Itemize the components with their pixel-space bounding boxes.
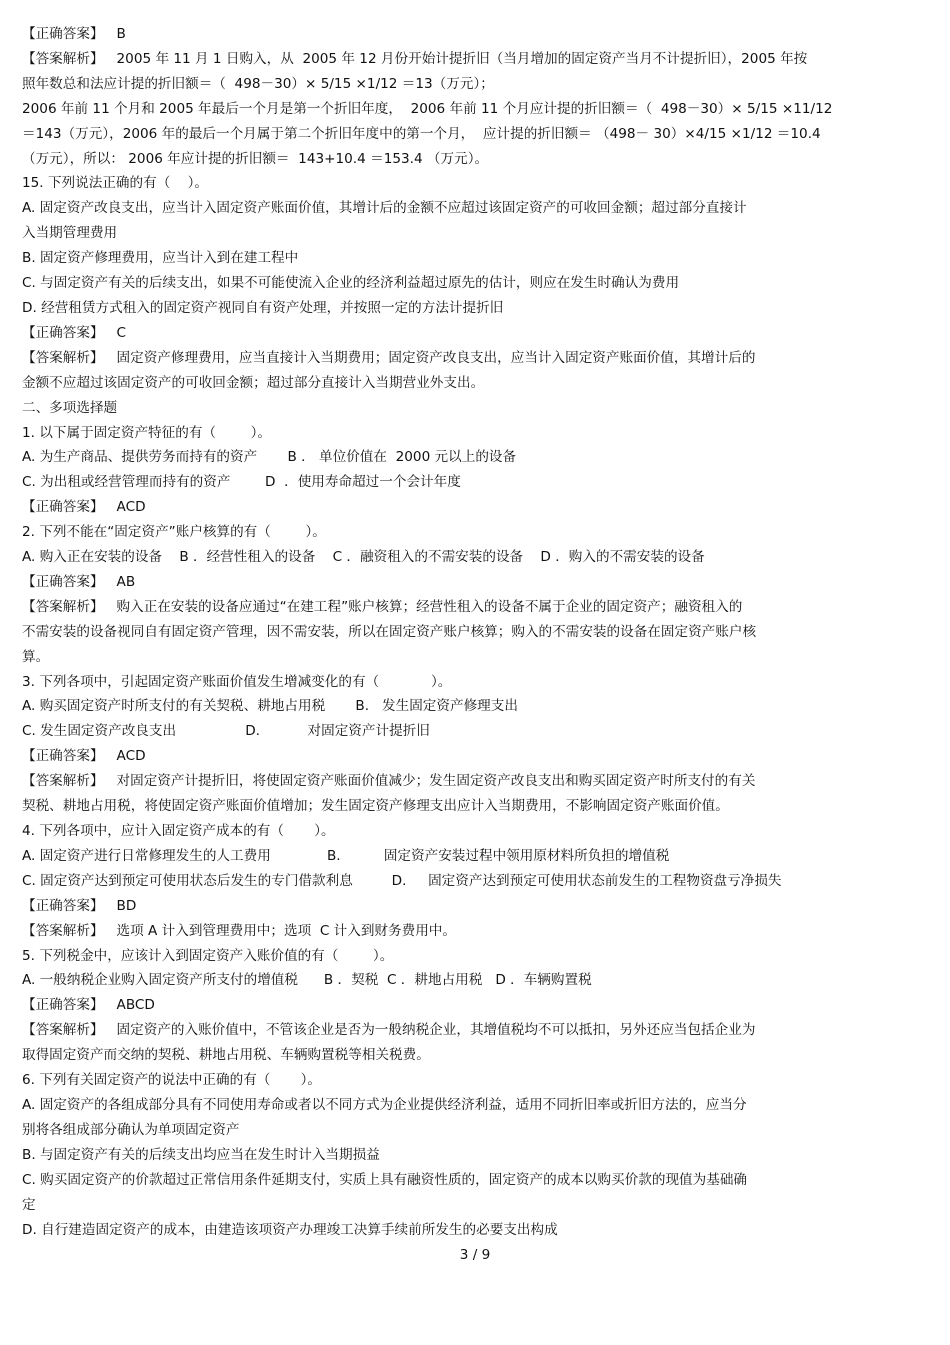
text-line: A. 一般纳税企业购入固定资产所支付的增值税 B ．契税 C ．耕地占用税 D ．车辆购置税	[22, 972, 592, 989]
text-line: ＝143（万元），2006 年的最后一个月属于第二个折旧年度中的第一个月， 应计提的折旧额＝ （498－ 30）×4/15 ×1/12 ＝10.4	[22, 125, 821, 142]
text-line: 2006 年前 11 个月和 2005 年最后一个月是第一个折旧年度， 2006 年前 11 个月应计提的折旧额＝（ 498－30）× 5/15 ×11/12	[22, 100, 833, 117]
text-line: A. 固定资产进行日常修理发生的人工费用 B. 固定资产安装过程中领用原材料所负担的增值税	[22, 847, 670, 864]
text-line: 【答案解析】 购入正在安装的设备应通过“在建工程”账户核算；经营性租入的设备不属于企业的固定资产；融资租入的	[22, 598, 743, 615]
text-line: D. 自行建造固定资产的成本，由建造该项资产办理竣工决算手续前所发生的必要支出构成	[22, 1221, 558, 1238]
text-line: 【正确答案】 BD	[22, 897, 137, 914]
text-line: C. 为出租或经营管理而持有的资产 D ．使用寿命超过一个会计年度	[22, 474, 461, 491]
text-line: 15. 下列说法正确的有（ ）。	[22, 175, 208, 192]
text-line: A. 为生产商品、提供劳务而持有的资产 B ． 单位价值在 2000 元以上的设备	[22, 449, 517, 466]
text-line: 【正确答案】 C	[22, 324, 127, 341]
text-line: C. 发生固定资产改良支出 D. 对固定资产计提折旧	[22, 723, 430, 740]
text-line: 照年数总和法应计提的折旧额＝（ 498－30）× 5/15 ×1/12 ＝13（万元）；	[22, 75, 494, 92]
text-line: 1. 以下属于固定资产特征的有（ ）。	[22, 424, 271, 441]
text-line: 【答案解析】 固定资产的入账价值中，不管该企业是否为一般纳税企业，其增值税均不可以抵扣，另外还应当包括企业为	[22, 1022, 756, 1039]
text-line: 入当期管理费用	[22, 225, 118, 242]
text-line: 【正确答案】 ACD	[22, 748, 146, 765]
text-line: 3. 下列各项中，引起固定资产账面价值发生增减变化的有（ ）。	[22, 673, 452, 690]
text-line: 6. 下列有关固定资产的说法中正确的有（ ）。	[22, 1072, 322, 1089]
text-line: C. 固定资产达到预定可使用状态后发生的专门借款利息 D. 固定资产达到预定可使用状态前发生的工程物资盘亏净损失	[22, 872, 782, 889]
text-line: 2. 下列不能在“固定资产”账户核算的有（ ）。	[22, 524, 326, 541]
text-line: 不需安装的设备视同自有固定资产管理，因不需安装，所以在固定资产账户核算；购入的不需安装的设备在固定资产账户核	[22, 623, 757, 640]
text-line: 金额不应超过该固定资产的可收回金额；超过部分直接计入当期营业外支出。	[22, 374, 485, 391]
text-line: 【正确答案】 AB	[22, 573, 136, 590]
text-line: A. 固定资产改良支出，应当计入固定资产账面价值，其增计后的金额不应超过该固定资产的可收回金额；超过部分直接计	[22, 200, 747, 217]
text-line: 【答案解析】 选项 A 计入到管理费用中；选项 C 计入到财务费用中。	[22, 922, 456, 939]
page-number: 3 / 9	[459, 1247, 491, 1263]
text-line: C. 与固定资产有关的后续支出，如果不可能使流入企业的经济利益超过原先的估计，则应在发生时确认为费用	[22, 275, 680, 292]
text-line: C. 购买固定资产的价款超过正常信用条件延期支付，实质上具有融资性质的，固定资产的成本以购买价款的现值为基础确	[22, 1171, 748, 1188]
text-line: A. 固定资产的各组成部分具有不同使用寿命或者以不同方式为企业提供经济利益，适用不同折旧率或折旧方法的，应当分	[22, 1096, 747, 1113]
text-line: 【答案解析】 2005 年 11 月 1 日购入，从 2005 年 12 月份开始计提折旧（当月增加的固定资产当月不计提折旧），2005 年按	[22, 50, 808, 67]
text-line: 契税、耕地占用税，将使固定资产账面价值增加；发生固定资产修理支出应计入当期费用，不影响固定资产账面价值。	[22, 798, 729, 815]
text-line: 【正确答案】 B	[22, 26, 126, 42]
text-line: D. 经营租赁方式租入的固定资产视同自有资产处理，并按照一定的方法计提折旧	[22, 299, 504, 316]
text-line: 二、多项选择题	[22, 399, 118, 416]
text-line: B. 固定资产修理费用，应当计入到在建工程中	[22, 250, 299, 267]
text-line: 【正确答案】 ACD	[22, 499, 146, 516]
text-line: 【答案解析】 固定资产修理费用，应当直接计入当期费用；固定资产改良支出，应当计入固定资产账面价值，其增计后的	[22, 349, 756, 366]
text-line: 【正确答案】 ABCD	[22, 997, 155, 1014]
text-line: A. 购入正在安装的设备 B ．经营性租入的设备 C ．融资租入的不需安装的设备 D ．购入的不需安装的设备	[22, 549, 705, 566]
text-line: 定	[22, 1196, 36, 1213]
text-line: A. 购买固定资产时所支付的有关契税、耕地占用税 B. 发生固定资产修理支出	[22, 698, 518, 715]
text-line: 4. 下列各项中，应计入固定资产成本的有（ ）。	[22, 823, 335, 839]
text-line: 取得固定资产而交纳的契税、耕地占用税、车辆购置税等相关税费。	[22, 1047, 430, 1064]
text-line: 别将各组成部分确认为单项固定资产	[22, 1121, 240, 1138]
document-body	[22, 22, 932, 1242]
text-line: 5. 下列税金中，应该计入到固定资产入账价值的有（ ）。	[22, 947, 394, 964]
text-line: B. 与固定资产有关的后续支出均应当在发生时计入当期损益	[22, 1146, 380, 1163]
text-line: 【答案解析】 对固定资产计提折旧，将使固定资产账面价值减少；发生固定资产改良支出和购买固定资产时所支付的有关	[22, 773, 756, 790]
text-line: 算。	[22, 648, 50, 665]
text-line: （万元），所以： 2006 年应计提的折旧额＝ 143+10.4 ＝153.4 （万元）。	[22, 150, 489, 167]
